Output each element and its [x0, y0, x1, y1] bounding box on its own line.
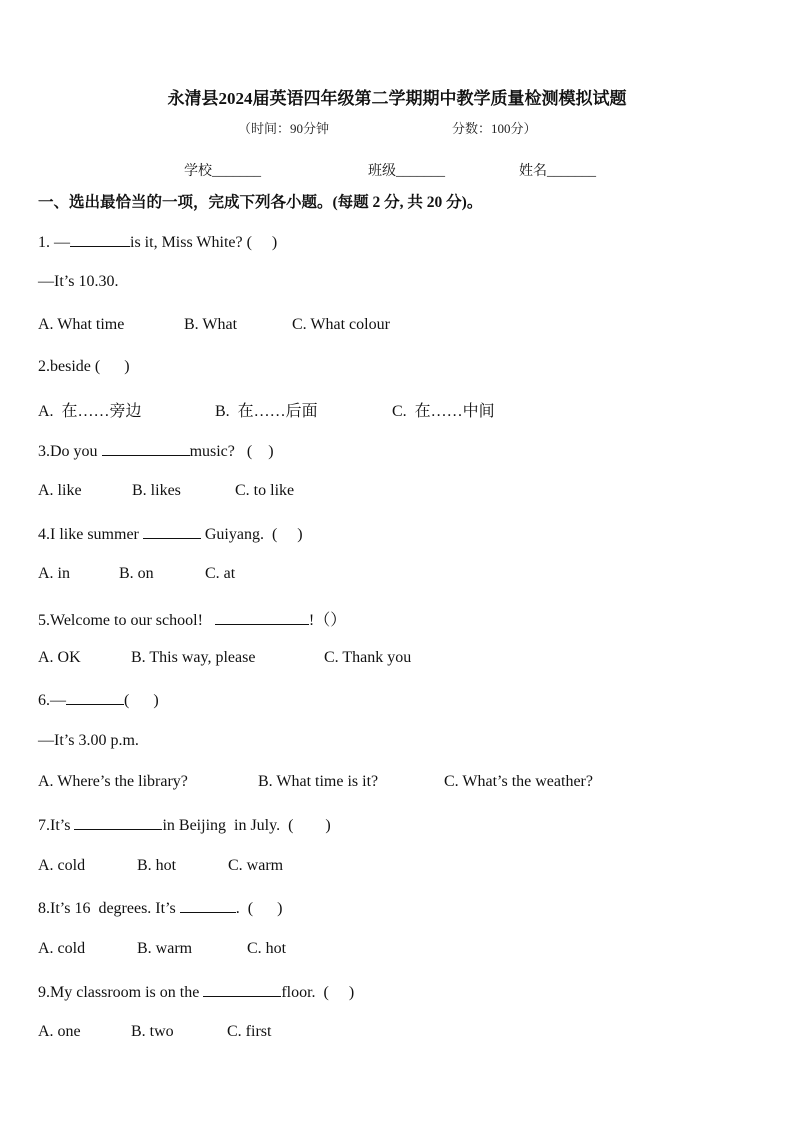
answer-blank: [215, 610, 309, 625]
question-7-option-b: B. hot: [137, 857, 177, 874]
question-2-option-b: B. 在……后面: [215, 403, 318, 420]
school-field: 学校_______: [184, 164, 261, 179]
question-1-option-c: C. What colour: [292, 316, 390, 333]
question-4: [38, 524, 303, 544]
question-5: [38, 607, 346, 630]
question-6-option-a: A. Where’s the library?: [38, 773, 188, 790]
question-5-option-b: B. This way, please: [131, 649, 256, 666]
question-6-option-c: C. What’s the weather?: [444, 773, 593, 790]
question-8-option-a: A. cold: [38, 940, 86, 957]
exam-score: 分数：100分）: [452, 121, 537, 136]
question-6-stem-post: ( ): [124, 692, 159, 709]
question-7: [38, 815, 331, 835]
exam-title: 永清县2024届英语四年级第二学期期中教学质量检测模拟试题: [167, 89, 627, 108]
name-field: 姓名_______: [519, 164, 596, 179]
question-8-stem-pre: 8.It’s 16 degrees. It’s: [38, 900, 180, 917]
question-8-option-b: B. warm: [137, 940, 193, 957]
question-8-option-c: C. hot: [247, 940, 287, 957]
question-5-stem-post: !（）: [308, 612, 347, 629]
question-1-option-b: B. What: [184, 316, 238, 333]
question-1-stem-post: is it, Miss White? ( ): [130, 234, 278, 251]
question-4-stem-pre: 4.I like summer: [38, 526, 143, 543]
answer-blank: [102, 441, 190, 456]
question-3-option-c: C. to like: [235, 482, 295, 499]
question-5-stem-pre: 5.Welcome to our school!: [38, 612, 215, 629]
answer-blank: [70, 232, 130, 247]
question-2: 2.beside ( ): [38, 358, 130, 375]
question-9-stem-pre: 9.My classroom is on the: [38, 984, 204, 1001]
answer-blank: [74, 815, 162, 830]
answer-blank: [203, 982, 281, 997]
question-3-option-a: A. like: [38, 482, 82, 499]
answer-blank: [66, 690, 124, 705]
exam-time: （时间：90分钟: [238, 121, 330, 136]
question-6: [38, 690, 159, 710]
question-9-option-a: A. one: [38, 1023, 81, 1040]
question-7-stem-pre: 7.It’s: [38, 817, 75, 834]
question-7-stem-post: in Beijing in July. ( ): [162, 817, 331, 834]
question-7-option-c: C. warm: [228, 857, 284, 874]
question-4-option-c: C. at: [205, 565, 236, 582]
question-8-stem-post: . ( ): [235, 900, 283, 917]
question-9-option-b: B. two: [131, 1023, 174, 1040]
question-1: [38, 232, 277, 252]
question-1-stem-pre: 1. —: [38, 234, 70, 251]
question-1-answer: —It’s 10.30.: [38, 273, 119, 290]
question-4-option-b: B. on: [119, 565, 154, 582]
answer-blank: [143, 524, 201, 539]
class-field: 班级_______: [368, 164, 445, 179]
question-9-option-c: C. first: [227, 1023, 272, 1040]
question-3-stem-post: music? ( ): [189, 443, 274, 460]
question-4-option-a: A. in: [38, 565, 70, 582]
question-3-option-b: B. likes: [132, 482, 181, 499]
question-1-option-a: A. What time: [38, 316, 125, 333]
question-6-stem-pre: 6.—: [38, 692, 66, 709]
question-5-option-c: C. Thank you: [324, 649, 412, 666]
answer-blank: [180, 898, 236, 913]
question-6-option-b: B. What time is it?: [258, 773, 379, 790]
question-7-option-a: A. cold: [38, 857, 86, 874]
question-9-stem-post: floor. ( ): [281, 984, 355, 1001]
question-2-option-c: C. 在……中间: [392, 403, 495, 420]
section-1-heading: 一、选出最恰当的一项，完成下列各小题。(每题 2 分, 共 20 分)。: [38, 194, 483, 211]
question-2-option-a: A. 在……旁边: [38, 403, 142, 420]
question-3-stem-pre: 3.Do you: [38, 443, 102, 460]
question-6-answer: —It’s 3.00 p.m.: [38, 732, 139, 749]
question-8: [38, 898, 282, 918]
question-4-stem-post: Guiyang. ( ): [200, 526, 303, 543]
question-3: [38, 441, 274, 461]
question-9: [38, 982, 354, 1002]
question-5-option-a: A. OK: [38, 649, 81, 666]
